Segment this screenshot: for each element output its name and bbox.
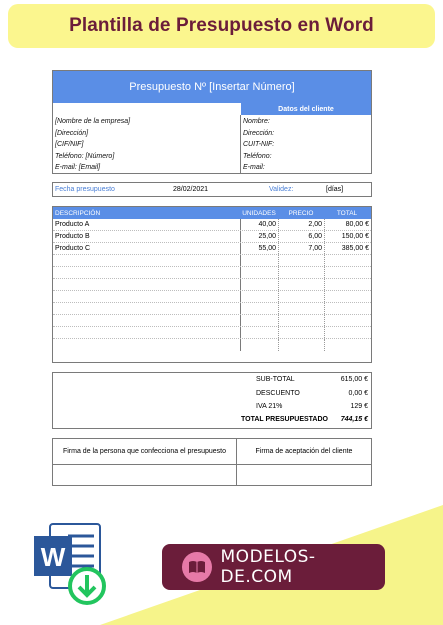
items-table-header [53, 207, 371, 219]
client-email-field[interactable]: E-mail: [243, 164, 265, 171]
budget-header [52, 70, 372, 174]
subtotal-label: SUB-TOTAL [256, 376, 295, 383]
client-details [241, 115, 371, 173]
subtotal-row [256, 376, 368, 383]
client-taxid-field[interactable]: CUIT-NIF: [243, 141, 275, 148]
item-total[interactable]: 385,00 € [341, 245, 369, 252]
company-name-field[interactable]: [Nombre de la empresa] [55, 118, 131, 125]
col-unidades: UNIDADES [242, 209, 276, 217]
items-table [52, 206, 372, 363]
client-phone-field[interactable]: Teléfono: [243, 152, 272, 160]
signature-client-label: Firma de aceptación del cliente [255, 448, 353, 455]
brand-name: MODELOS-DE.COM [220, 547, 316, 587]
iva-value: 129 € [350, 403, 368, 410]
company-taxid-field[interactable]: [CIF/NIF] [55, 141, 84, 148]
total-value: 744,15 € [340, 416, 368, 423]
item-price[interactable]: 7,00 [279, 243, 325, 254]
item-description[interactable]: Producto A [53, 219, 241, 230]
company-email-field[interactable]: E-mail: [Email] [55, 164, 101, 171]
budget-title[interactable]: Presupuesto Nº [Insertar Número] [129, 81, 295, 93]
item-description[interactable]: Producto B [53, 231, 241, 242]
total-row [241, 416, 368, 423]
page-title-banner [8, 4, 435, 48]
book-icon [182, 552, 212, 582]
discount-row [256, 390, 368, 397]
brand-badge[interactable] [162, 544, 385, 590]
client-section-label: Datos del cliente [241, 103, 371, 115]
table-row-empty[interactable] [53, 291, 371, 303]
table-row[interactable] [53, 219, 371, 231]
validez-label: Validez: [269, 186, 294, 193]
client-name-field[interactable]: Nombre: [243, 118, 270, 125]
signature-issuer-label: Firma de la persona que confecciona el presupuesto [53, 439, 237, 464]
company-section-spacer [53, 103, 241, 115]
item-total[interactable]: 150,00 € [341, 233, 369, 240]
signatures-box [52, 438, 372, 486]
company-details [53, 115, 241, 173]
item-units[interactable]: 55,00 [241, 243, 279, 254]
table-row-empty[interactable] [53, 327, 371, 339]
item-total[interactable]: 80,00 € [345, 221, 369, 228]
discount-label: DESCUENTO [256, 390, 300, 397]
svg-text:W: W [40, 542, 66, 572]
table-row-empty[interactable] [53, 303, 371, 315]
item-units[interactable]: 40,00 [241, 219, 279, 230]
fecha-value[interactable]: 28/02/2021 [173, 186, 209, 193]
totals-box [52, 372, 372, 429]
item-units[interactable]: 25,00 [241, 231, 279, 242]
signature-issuer-area[interactable] [53, 465, 237, 485]
budget-title-bar [53, 71, 371, 103]
page-title: Plantilla de Presupuesto en Word [69, 15, 374, 36]
item-description[interactable]: Producto C [53, 243, 241, 254]
col-total: TOTAL [336, 209, 358, 217]
word-download-icon [32, 522, 112, 612]
total-label: TOTAL PRESUPUESTADO [241, 416, 328, 423]
col-descripcion: DESCRIPCIÓN [55, 209, 101, 217]
company-phone-field[interactable]: Teléfono: [Número] [55, 152, 115, 160]
validez-value[interactable]: [días] [326, 186, 344, 193]
table-row[interactable] [53, 231, 371, 243]
item-price[interactable]: 6,00 [279, 231, 325, 242]
company-address-field[interactable]: [Dirección] [55, 129, 89, 137]
col-precio: PRECIO [288, 209, 314, 217]
iva-row [256, 403, 368, 410]
table-row-empty[interactable] [53, 279, 371, 291]
item-price[interactable]: 2,00 [279, 219, 325, 230]
discount-value[interactable]: 0,00 € [348, 390, 368, 397]
signature-client-area[interactable] [237, 465, 371, 485]
table-row-empty[interactable] [53, 315, 371, 327]
table-row-empty[interactable] [53, 339, 371, 351]
table-row-empty[interactable] [53, 267, 371, 279]
table-row[interactable] [53, 243, 371, 255]
subtotal-value: 615,00 € [340, 376, 368, 383]
client-section-bar [53, 103, 371, 115]
table-row-empty[interactable] [53, 255, 371, 267]
fecha-label: Fecha presupuesto [55, 186, 115, 193]
client-address-field[interactable]: Dirección: [243, 129, 275, 137]
date-bar [52, 182, 372, 197]
iva-label: IVA 21% [256, 403, 283, 410]
